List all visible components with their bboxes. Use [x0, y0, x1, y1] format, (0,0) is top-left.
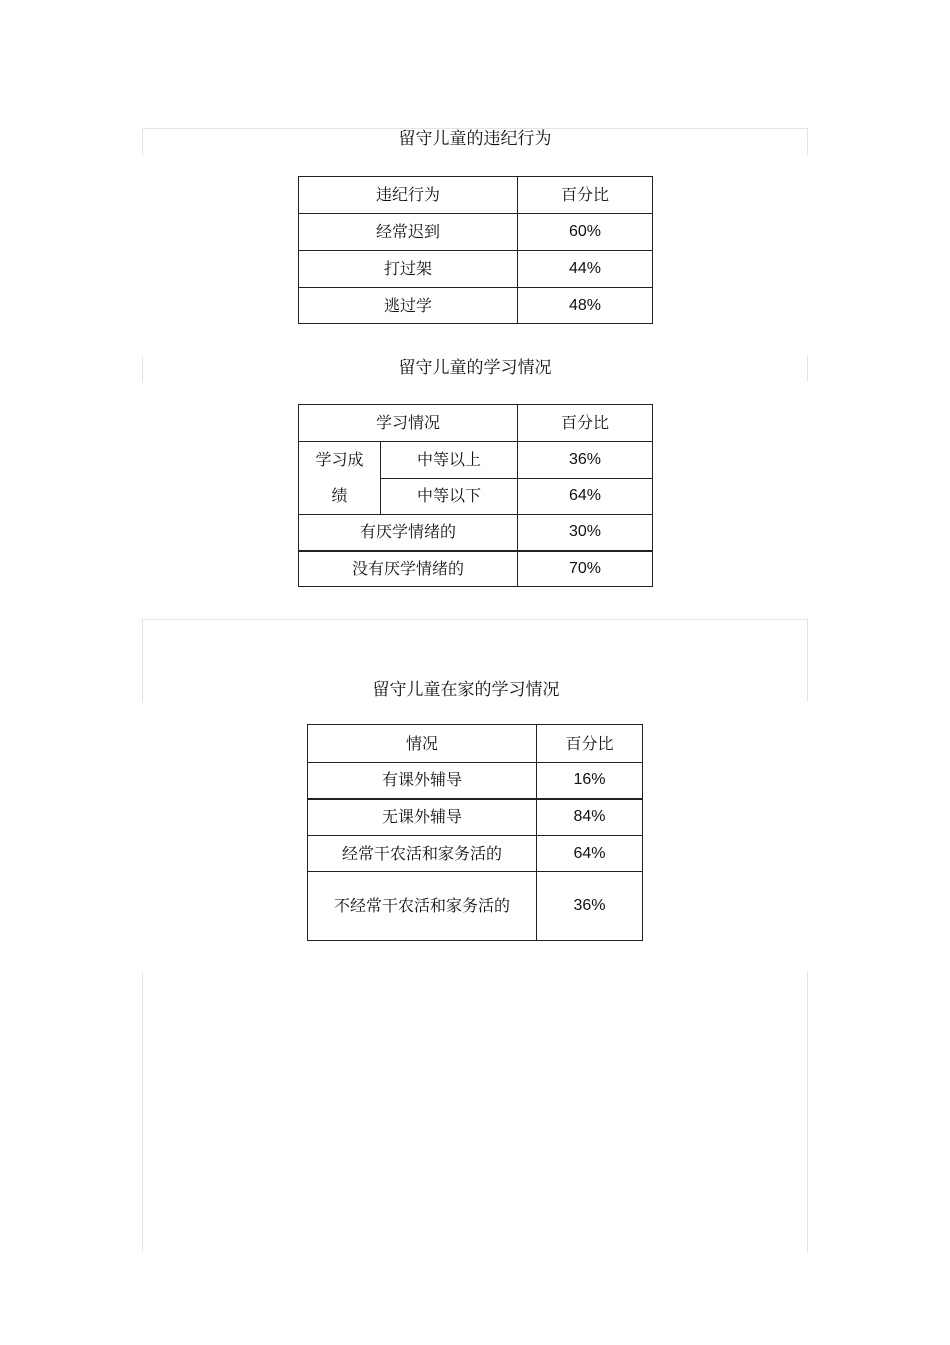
group-label-line1: 学习成 [315, 450, 364, 469]
row-percent: 36% [518, 442, 653, 479]
table-header-row [299, 405, 653, 442]
table-row [308, 872, 643, 941]
study-table [298, 404, 653, 587]
row-item: 没有厌学情绪的 [299, 551, 518, 587]
row-item: 中等以下 [381, 478, 518, 515]
row-item: 经常干农活和家务活的 [308, 836, 537, 872]
column-header-item: 违纪行为 [299, 177, 518, 214]
row-item: 不经常干农活和家务活的 [308, 872, 537, 941]
column-header-percent: 百分比 [518, 405, 653, 442]
row-percent: 44% [518, 251, 653, 288]
row-percent: 30% [518, 515, 653, 551]
group-label-line2: 绩 [331, 486, 348, 505]
discipline-table [298, 176, 653, 324]
table-row [299, 515, 653, 551]
table-row [299, 442, 653, 479]
row-percent: 64% [537, 836, 643, 872]
section3-title: 留守儿童在家的学习情况 [372, 680, 560, 700]
column-header-item: 学习情况 [299, 405, 518, 442]
row-percent: 16% [537, 763, 643, 799]
table-row [299, 251, 653, 288]
group-label [299, 442, 381, 515]
section1-title: 留守儿童的违纪行为 [398, 129, 552, 149]
row-percent: 48% [518, 288, 653, 324]
row-item: 有厌学情绪的 [299, 515, 518, 551]
row-item: 无课外辅导 [308, 799, 537, 836]
row-item: 逃过学 [299, 288, 518, 324]
page-frame-4 [142, 972, 808, 1252]
home-study-table [307, 724, 643, 941]
section2-title: 留守儿童的学习情况 [398, 358, 552, 378]
table-row [308, 836, 643, 872]
table-row [308, 763, 643, 799]
table-row [299, 214, 653, 251]
row-percent: 64% [518, 478, 653, 515]
column-header-percent: 百分比 [537, 725, 643, 763]
table-row [308, 799, 643, 836]
row-item: 经常迟到 [299, 214, 518, 251]
row-item: 中等以上 [381, 442, 518, 479]
row-item: 有课外辅导 [308, 763, 537, 799]
row-percent: 84% [537, 799, 643, 836]
column-header-item: 情况 [308, 725, 537, 763]
row-percent: 70% [518, 551, 653, 587]
column-header-percent: 百分比 [518, 177, 653, 214]
row-percent: 60% [518, 214, 653, 251]
row-item: 打过架 [299, 251, 518, 288]
table-row [299, 551, 653, 587]
table-row [299, 288, 653, 324]
row-percent: 36% [537, 872, 643, 941]
table-header-row [308, 725, 643, 763]
table-header-row [299, 177, 653, 214]
